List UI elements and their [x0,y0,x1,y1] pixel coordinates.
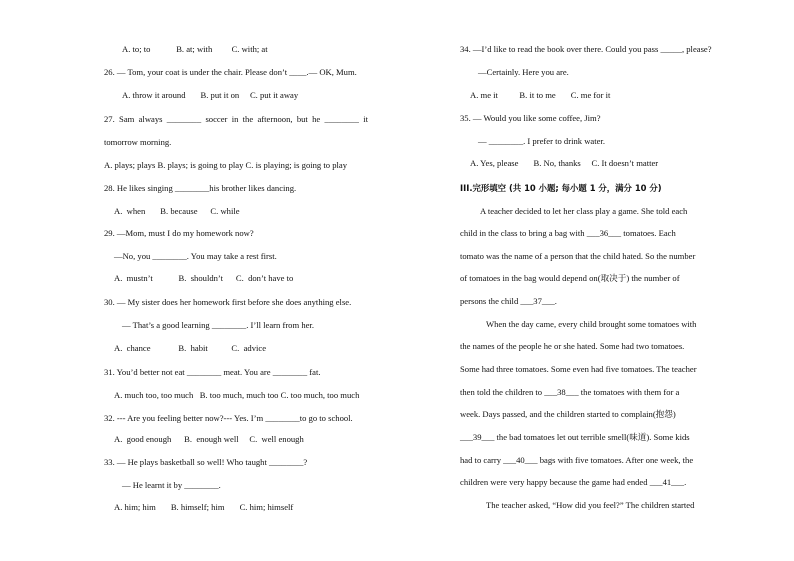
passage-line-12: had to carry ___40___ bags with five tomatoes. After one week, the [460,455,694,465]
passage-line-1: A teacher decided to let her class play a game. She told each [480,206,688,216]
passage-line-10: week. Days passed, and the children started to complain(抱怨) [460,409,676,419]
q27-stem: 27. Sam always ________ soccer in the afternoon, but he ________ it [104,114,368,124]
passage-line-7: the names of the people he or she hated. Some had two tomatoes. [460,341,685,351]
passage-line-3: tomato was the name of a person that the child hated. So the number [460,251,696,261]
q33-options: A. him; him B. himself; him C. him; himself [114,502,294,512]
passage-line-5: persons the child ___37___. [460,296,557,306]
q35-stem: 35. — Would you like some coffee, Jim? [460,113,601,123]
q32-stem: 32. --- Are you feeling better now?--- Yes. I’m ________to go to school. [104,413,353,423]
q29-stem: 29. —Mom, must I do my homework now? [104,228,254,238]
q30-options: A. chance B. habit C. advice [114,343,267,353]
q35-stem-cont: — ________. I prefer to drink water. [478,136,605,146]
q29-stem-cont: —No, you ________. You may take a rest first. [114,251,277,261]
q28-stem: 28. He likes singing ________his brother likes dancing. [104,183,297,193]
passage-line-2: child in the class to bring a bag with ___36___ tomatoes. Each [460,228,676,238]
q29-options: A. mustn’t B. shouldn’t C. don’t have to [114,273,294,283]
q31-stem: 31. You’d better not eat ________ meat. You are ________ fat. [104,367,321,377]
q33-stem: 33. — He plays basketball so well! Who taught ________? [104,457,308,467]
passage-line-6: When the day came, every child brought some tomatoes with [486,319,697,329]
q34-stem: 34. —I’d like to read the book over there. Could you pass _____, please? [460,44,712,54]
q34-stem-cont: —Certainly. Here you are. [478,67,569,77]
passage-line-11: ___39___ the bad tomatoes let out terrible smell(味道). Some kids [460,432,690,442]
passage-line-14: The teacher asked, “How did you feel?” The children started [486,500,695,510]
passage-line-4: of tomatoes in the bag would depend on(取决于) the number of [460,273,680,283]
section-heading-cloze: III.完形填空 (共 10 小题; 每小题 1 分，满分 10 分) [460,183,662,193]
passage-line-9: then told the children to ___38___ the tomatoes with them for a [460,387,680,397]
q30-stem: 30. — My sister does her homework first before she does anything else. [104,297,352,307]
q27-options: A. plays; plays B. plays; is going to play C. is playing; is going to play [104,160,348,170]
q25-options: A. to; to B. at; with C. with; at [122,44,268,54]
q30-stem-cont: — That’s a good learning ________. I’ll learn from her. [122,320,314,330]
q27-stem-cont: tomorrow morning. [104,137,172,147]
passage-line-8: Some had three tomatoes. Some even had five tomatoes. The teacher [460,364,697,374]
q26-options: A. throw it around B. put it on C. put it away [122,90,299,100]
q26-stem: 26. — Tom, your coat is under the chair. Please don’t ____.— OK, Mum. [104,67,357,77]
q31-options: A. much too, too much B. too much, much too C. too much, too much [114,390,360,400]
q35-options: A. Yes, please B. No, thanks C. It doesn’t matter [470,158,659,168]
q33-stem-cont: — He learnt it by ________. [122,480,221,490]
q32-options: A. good enough B. enough well C. well enough [114,434,304,444]
q28-options: A. when B. because C. while [114,206,240,216]
passage-line-13: children were very happy because the game had ended ___41___. [460,477,687,487]
q34-options: A. me it B. it to me C. me for it [470,90,611,100]
